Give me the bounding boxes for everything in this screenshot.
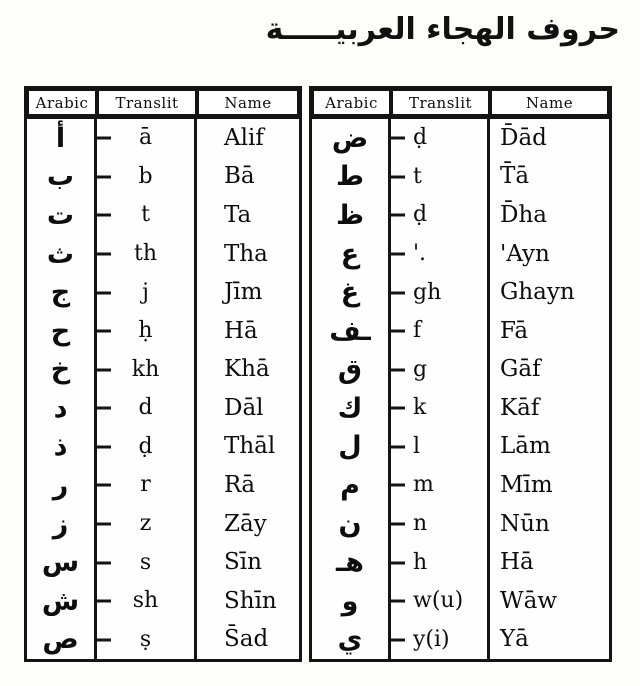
header-arabic: Arabic: [27, 89, 97, 116]
name-cell: [490, 312, 609, 351]
row-tick-icon: [95, 214, 111, 217]
arabic-text: ر: [52, 469, 69, 501]
name-text: Ta: [224, 201, 252, 228]
translit-cell: [97, 389, 194, 428]
name-cell: [197, 158, 299, 197]
arabic-text: ن: [338, 508, 362, 540]
name-text: Nūn: [500, 510, 550, 537]
name-cell: [490, 196, 609, 235]
arabic-column: [312, 119, 391, 659]
arabic-cell: [27, 543, 94, 582]
translit-cell: [97, 505, 194, 544]
name-cell: [490, 543, 609, 582]
name-text: Zāy: [224, 510, 267, 537]
arabic-cell: [27, 466, 94, 505]
row-tick-icon: [389, 253, 405, 256]
row-tick-icon: [95, 175, 111, 178]
arabic-cell: [312, 350, 388, 389]
translit-cell: [391, 350, 487, 389]
name-text: Thāl: [224, 433, 276, 460]
arabic-cell: [27, 505, 94, 544]
translit-column: [391, 119, 490, 659]
header-translit: Translit: [391, 89, 490, 116]
name-text: T̄ā: [500, 163, 530, 190]
translit-text: sh: [132, 588, 159, 614]
arabic-cell: [27, 235, 94, 274]
translit-cell: [97, 158, 194, 197]
arabic-cell: [27, 350, 94, 389]
translit-text: t: [141, 202, 150, 228]
arabic-text: د: [53, 392, 68, 424]
row-tick-icon: [95, 291, 111, 294]
translit-text: l: [413, 433, 421, 459]
row-tick-icon: [95, 445, 111, 448]
translit-text: ḍ: [413, 125, 428, 151]
translit-text: j: [142, 279, 149, 305]
translit-text: k: [413, 395, 427, 421]
name-text: Khā: [224, 356, 270, 383]
alphabet-table-left: [24, 86, 302, 662]
arabic-text: هـ: [336, 547, 364, 579]
arabic-text: و: [341, 585, 359, 617]
name-text: Fā: [500, 317, 529, 344]
arabic-text: ص: [42, 624, 79, 656]
name-text: Rā: [224, 471, 256, 498]
header-name: Name: [197, 89, 299, 116]
translit-cell: [391, 428, 487, 467]
header-row: [27, 89, 299, 119]
translit-text: '.: [413, 241, 427, 267]
arabic-text: ج: [50, 277, 71, 309]
name-cell: [197, 505, 299, 544]
row-tick-icon: [95, 368, 111, 371]
arabic-cell: [27, 428, 94, 467]
header-translit: Translit: [97, 89, 197, 116]
arabic-cell: [27, 582, 94, 621]
translit-text: ā: [138, 125, 153, 151]
arabic-text: ـف: [329, 315, 371, 347]
name-cell: [490, 582, 609, 621]
translit-text: r: [140, 472, 151, 498]
translit-text: m: [413, 472, 434, 498]
translit-cell: [391, 543, 487, 582]
row-tick-icon: [389, 330, 405, 333]
arabic-text: ع: [340, 238, 360, 270]
name-cell: [490, 273, 609, 312]
translit-cell: [97, 235, 194, 274]
translit-cell: [97, 543, 194, 582]
alphabet-table: [24, 86, 612, 662]
name-text: Mīm: [500, 471, 553, 498]
translit-text: ḍ: [138, 433, 153, 459]
row-tick-icon: [95, 407, 111, 410]
header-name: Name: [490, 89, 609, 116]
translit-text: kh: [131, 356, 160, 382]
name-text: Alif: [224, 124, 264, 151]
translit-text: b: [138, 163, 153, 189]
name-cell: [490, 158, 609, 197]
arabic-text: ك: [337, 392, 363, 424]
translit-text: g: [413, 356, 428, 382]
name-cell: [197, 428, 299, 467]
header-row: [312, 89, 609, 119]
name-text: Wāw: [500, 587, 558, 614]
arabic-cell: [312, 389, 388, 428]
arabic-cell: [312, 621, 388, 660]
arabic-text: ل: [338, 431, 362, 463]
translit-text: ṣ: [139, 626, 152, 652]
name-cell: [197, 235, 299, 274]
translit-cell: [391, 312, 487, 351]
name-text: Tha: [224, 240, 268, 267]
name-text: Yā: [500, 626, 529, 653]
name-text: Jīm: [224, 279, 263, 306]
name-text: Shīn: [224, 587, 277, 614]
row-tick-icon: [95, 137, 111, 140]
arabic-text: م: [340, 469, 360, 501]
name-cell: [490, 389, 609, 428]
arabic-cell: [312, 543, 388, 582]
name-text: S̄ad: [224, 626, 269, 653]
arabic-cell: [312, 312, 388, 351]
name-text: Dāl: [224, 394, 264, 421]
name-cell: [197, 119, 299, 158]
name-cell: [197, 466, 299, 505]
translit-cell: [97, 119, 194, 158]
translit-cell: [391, 582, 487, 621]
name-text: Bā: [224, 163, 255, 190]
name-cell: [197, 350, 299, 389]
arabic-text: ش: [41, 585, 80, 617]
arabic-text: ظ: [335, 199, 365, 231]
name-text: Ghayn: [500, 279, 575, 306]
table-body: [27, 119, 299, 659]
arabic-cell: [312, 273, 388, 312]
row-tick-icon: [389, 175, 405, 178]
name-cell: [197, 582, 299, 621]
translit-cell: [391, 158, 487, 197]
arabic-text: ح: [50, 315, 71, 347]
arabic-text: ز: [52, 508, 69, 540]
row-tick-icon: [95, 484, 111, 487]
translit-cell: [97, 312, 194, 351]
alphabet-table-right: [309, 86, 612, 662]
row-tick-icon: [389, 484, 405, 487]
row-tick-icon: [95, 523, 111, 526]
translit-text: d: [138, 395, 153, 421]
arabic-cell: [27, 621, 94, 660]
translit-column: [97, 119, 197, 659]
translit-text: y(i): [413, 626, 450, 652]
translit-cell: [391, 466, 487, 505]
row-tick-icon: [95, 638, 111, 641]
arabic-text: ت: [46, 199, 75, 231]
name-column: [490, 119, 609, 659]
name-cell: [197, 196, 299, 235]
translit-text: gh: [413, 279, 442, 305]
page-title: حروف الهجاء العربيـــــة: [265, 12, 620, 47]
name-cell: [197, 389, 299, 428]
name-cell: [490, 119, 609, 158]
arabic-cell: [312, 196, 388, 235]
translit-cell: [97, 428, 194, 467]
name-cell: [197, 273, 299, 312]
translit-cell: [391, 389, 487, 428]
arabic-cell: [312, 158, 388, 197]
arabic-cell: [27, 389, 94, 428]
arabic-cell: [312, 466, 388, 505]
translit-cell: [391, 621, 487, 660]
row-tick-icon: [389, 368, 405, 371]
arabic-text: ب: [46, 161, 75, 193]
row-tick-icon: [389, 407, 405, 410]
translit-cell: [391, 235, 487, 274]
name-text: Gāf: [500, 356, 541, 383]
translit-text: h: [413, 549, 428, 575]
translit-cell: [391, 119, 487, 158]
arabic-cell: [312, 428, 388, 467]
translit-cell: [97, 273, 194, 312]
name-text: Lām: [500, 433, 551, 460]
row-tick-icon: [389, 214, 405, 217]
translit-cell: [391, 273, 487, 312]
name-cell: [490, 428, 609, 467]
name-text: Hā: [500, 549, 534, 576]
translit-cell: [97, 466, 194, 505]
name-cell: [490, 505, 609, 544]
arabic-text: ث: [46, 238, 75, 270]
arabic-text: ذ: [53, 431, 68, 463]
arabic-cell: [312, 505, 388, 544]
translit-text: t: [413, 163, 422, 189]
translit-text: w(u): [413, 588, 464, 614]
translit-cell: [97, 196, 194, 235]
translit-text: ḍ: [413, 202, 428, 228]
row-tick-icon: [95, 561, 111, 564]
arabic-column: [27, 119, 97, 659]
arabic-text: ط: [335, 161, 365, 193]
row-tick-icon: [389, 137, 405, 140]
row-tick-icon: [389, 600, 405, 603]
name-text: Hā: [224, 317, 258, 344]
row-tick-icon: [95, 253, 111, 256]
name-text: Kāf: [500, 394, 540, 421]
arabic-cell: [27, 158, 94, 197]
name-text: D̄ha: [500, 201, 547, 228]
arabic-text: أ: [55, 122, 66, 154]
row-tick-icon: [389, 638, 405, 641]
row-tick-icon: [95, 600, 111, 603]
arabic-cell: [312, 235, 388, 274]
translit-text: f: [413, 318, 422, 344]
arabic-cell: [27, 312, 94, 351]
arabic-cell: [27, 119, 94, 158]
arabic-text: خ: [50, 354, 71, 386]
name-cell: [490, 235, 609, 274]
translit-cell: [97, 582, 194, 621]
arabic-text: ق: [337, 354, 363, 386]
arabic-cell: [27, 196, 94, 235]
name-cell: [490, 350, 609, 389]
row-tick-icon: [389, 291, 405, 294]
table-body: [312, 119, 609, 659]
arabic-cell: [27, 273, 94, 312]
translit-text: n: [413, 511, 428, 537]
translit-text: ḥ: [138, 318, 153, 344]
name-cell: [490, 621, 609, 660]
name-cell: [197, 621, 299, 660]
arabic-text: غ: [340, 277, 360, 309]
translit-cell: [391, 196, 487, 235]
row-tick-icon: [389, 561, 405, 564]
arabic-cell: [312, 582, 388, 621]
name-text: Sīn: [224, 549, 262, 576]
translit-text: s: [139, 549, 152, 575]
row-tick-icon: [389, 523, 405, 526]
translit-text: th: [133, 241, 157, 267]
translit-cell: [97, 350, 194, 389]
translit-cell: [391, 505, 487, 544]
name-cell: [197, 543, 299, 582]
arabic-cell: [312, 119, 388, 158]
arabic-text: ض: [331, 122, 369, 154]
arabic-text: س: [41, 547, 80, 579]
translit-cell: [97, 621, 194, 660]
header-arabic: Arabic: [312, 89, 391, 116]
row-tick-icon: [95, 330, 111, 333]
row-tick-icon: [389, 445, 405, 448]
name-text: 'Ayn: [500, 240, 550, 267]
name-cell: [490, 466, 609, 505]
arabic-text: ي: [337, 624, 363, 656]
translit-text: z: [139, 511, 152, 537]
name-cell: [197, 312, 299, 351]
name-column: [197, 119, 299, 659]
name-text: D̄ād: [500, 124, 547, 151]
